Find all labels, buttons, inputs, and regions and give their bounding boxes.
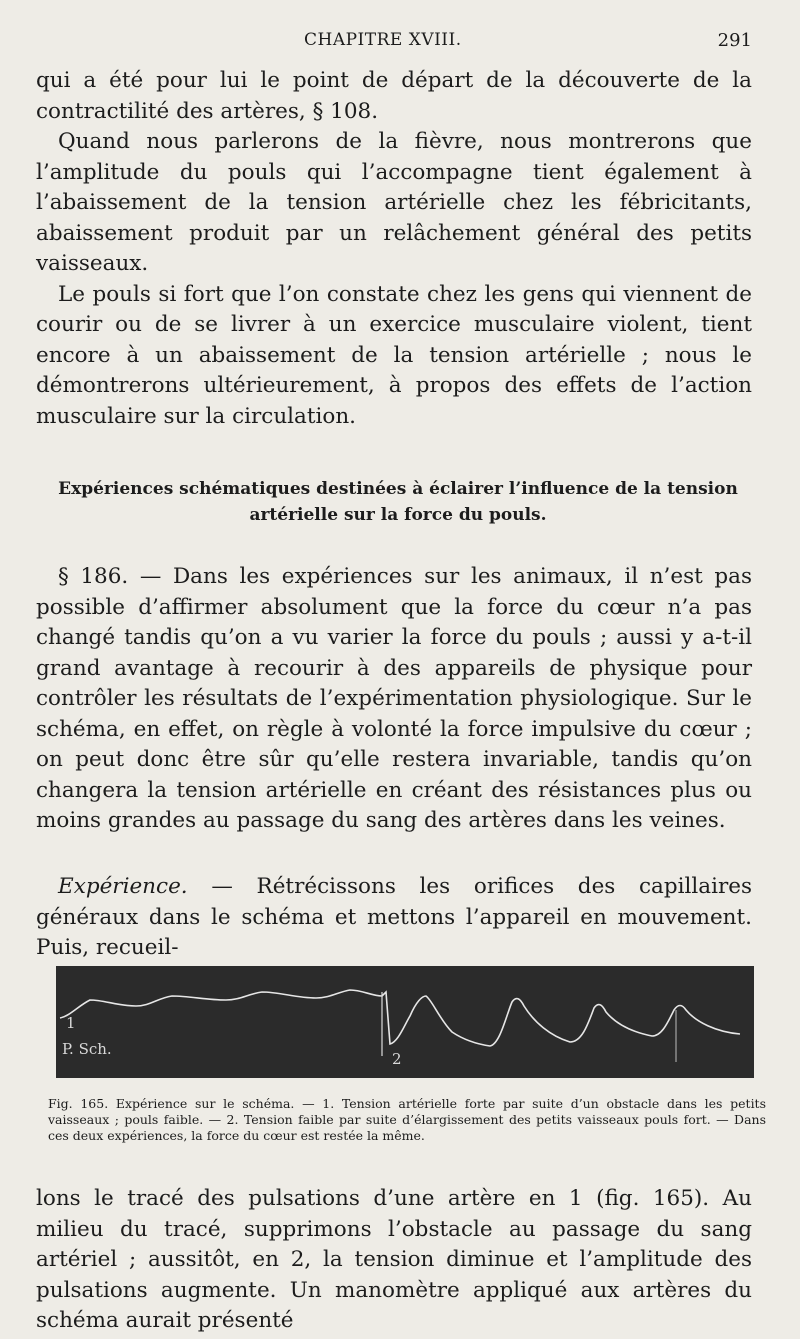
text-block-3 (36, 872, 752, 964)
pulse-tracing-figure (56, 966, 754, 1078)
paragraph: qui a été pour lui le point de départ de la découverte de la contractilité des artères, § 108. (36, 68, 752, 124)
pulse-tracing-image (56, 966, 754, 1078)
paragraph: § 186. — Dans les expériences sur les animaux, il n’est pas possible d’affirmer absolument que la force du cœur n’a pas changé tandis qu’on a vu varier la force du pouls ; aussi y a-t-il grand avantage à recourir à des appareils de physique pour contrôler les résultats de l’expérimentation physiologique. Sur le schéma, en effet, on règle à volonté la force impulsive du cœur ; on peut donc être sûr qu’elle restera invariable, tandis qu’on changera la tension artérielle en créant des résistances plus ou moins grandes au passage du sang des artères dans les veines. (36, 564, 752, 833)
tracing-label-psch: P. Sch. (62, 1040, 112, 1058)
text-block-1 (36, 66, 752, 432)
paragraph (36, 872, 752, 964)
page-number: 291 (717, 30, 752, 51)
paragraph: lons le tracé des pulsations d’une artère en 1 (fig. 165). Au milieu du tracé, supprimons l’obstacle au passage du sang artériel ; aussitôt, en 2, la tension diminue et l’amplitude des pulsations augmente. Un manomètre appliqué aux artères du schéma aurait présenté (36, 1186, 752, 1333)
section-subtitle: Expériences schématiques destinées à éclairer l’influence de la tension artérielle sur la force du pouls. (58, 479, 738, 525)
tracing-1-line (60, 990, 382, 1018)
paragraph: Le pouls si fort que l’on constate chez les gens qui viennent de courir ou de se livrer à un exercice musculaire violent, tient encore à un abaissement de la tension artérielle ; nous le démontrerons ultérieurement, à propos des effets de l’action musculaire sur la circulation. (36, 281, 752, 429)
tracing-label-2: 2 (392, 1050, 402, 1068)
text-block-2 (36, 562, 752, 837)
figure-caption: Fig. 165. Expérience sur le schéma. — 1. Tension artérielle forte par suite d’un obstacle dans les petits vaisseaux ; pouls faible. — 2. Tension faible par suite d’élargissement des petits vaisseaux pouls fort. — Dans ces deux expériences, la force du cœur est restée la même. (48, 1096, 766, 1143)
experience-lead: Expérience. (58, 874, 188, 899)
tracing-label-1: 1 (66, 1014, 76, 1032)
running-header (36, 30, 752, 56)
text-block-4 (36, 1184, 752, 1337)
paragraph-rest: — Rétrécissons les orifices des capillaires généraux dans le schéma et mettons l’appareil en mouvement. Puis, recueil- (36, 874, 752, 960)
paragraph: Quand nous parlerons de la fièvre, nous montrerons que l’amplitude du pouls qui l’accompagne tient également à l’abaissement de la tension artérielle chez les fébricitants, abaissement produit par un relâchement général des petits vaisseaux. (36, 129, 752, 276)
tracing-2-line (382, 992, 740, 1046)
chapter-title: CHAPITRE XVIII. (304, 30, 462, 50)
